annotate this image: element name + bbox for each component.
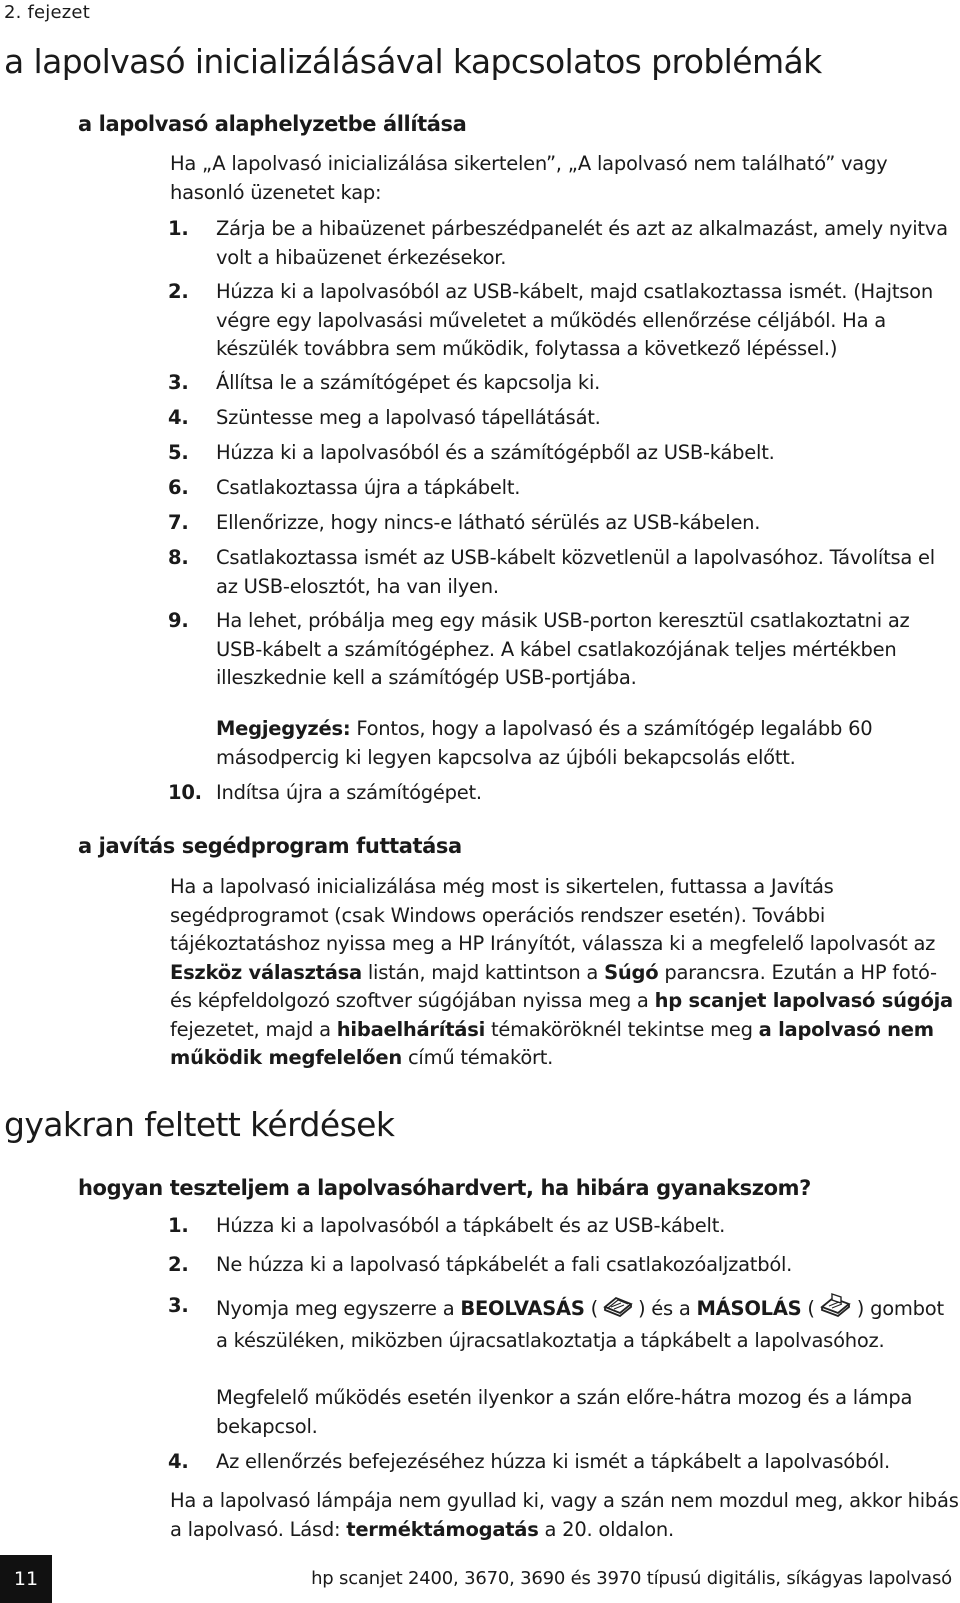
scan-icon (602, 1293, 634, 1326)
step-text: Az ellenőrzés befejezéséhez húzza ki ismét a tápkábelt a lapolvasóból. (216, 1450, 890, 1473)
list-item (168, 215, 960, 272)
support-link: terméktámogatás (346, 1517, 539, 1541)
page-number: 11 (0, 1555, 52, 1603)
text-run: Ha a lapolvasó inicializálása még most is sikertelen, futtassa a Javítás segédprogramot (csak Windows operációs rendszer esetén). További tájékoztatáshoz nyissa meg a HP Irányítót, válassza ki a megfelelő lapolvasót az (170, 875, 936, 955)
step-text: Ne húzza ki a lapolvasó tápkábelét a fali csatlakozóaljzatból. (216, 1253, 793, 1276)
note-text: Fontos, hogy a lapolvasó és a számítógép legalább 60 másodpercig ki legyen kapcsolva az újbóli bekapcsolás előtt. (216, 717, 873, 769)
list-item (168, 1251, 960, 1280)
text-run: parancsra. Ezután a HP fotó- és képfeldolgozó szoftver súgójában nyissa meg a (170, 960, 937, 1012)
text-run: fejezetet, majd a (170, 1017, 337, 1041)
repair-paragraph (170, 873, 960, 1073)
list-item (168, 474, 960, 503)
list-item (168, 439, 960, 468)
text-run: ( (584, 1296, 598, 1320)
step-text: Szüntesse meg a lapolvasó tápellátását. (216, 406, 601, 429)
step-number: 1. (168, 217, 189, 240)
step-number: 3. (168, 1294, 189, 1317)
text-run: a 20. oldalon. (538, 1517, 674, 1541)
list-item (168, 1292, 960, 1355)
step-number: 2. (168, 280, 189, 303)
list-item (168, 779, 960, 808)
ui-term: a lapolvasó nem működik megfelelően (170, 1017, 934, 1069)
list-item (168, 1448, 960, 1477)
section-title: gyakran feltett kérdések (4, 1105, 395, 1144)
chapter-label: 2. fejezet (4, 2, 90, 23)
step-number: 9. (168, 609, 189, 632)
ui-term: Eszköz választása (170, 960, 362, 984)
step-text: Zárja be a hibaüzenet párbeszédpanelét és azt az alkalmazást, amely nyitva volt a hibaüzenet érkezésekor. (216, 217, 948, 269)
text-run: ( (801, 1296, 815, 1320)
note-paragraph (216, 715, 960, 772)
list-item (168, 278, 960, 364)
subsection-title: a lapolvasó alaphelyzetbe állítása (78, 112, 467, 136)
step-text: Húzza ki a lapolvasóból a tápkábelt és az USB-kábelt. (216, 1214, 726, 1237)
step-number: 3. (168, 371, 189, 394)
step-text: Csatlakoztassa újra a tápkábelt. (216, 476, 521, 499)
text-run: témaköröknél tekintse meg (485, 1017, 759, 1041)
step-text: Ha lehet, próbálja meg egy másik USB-porton keresztül csatlakoztatni az USB-kábelt a számítógéphez. A kábel csatlakozójának teljes mértékben illeszkednie kell a számítógép USB-portjába. (216, 609, 910, 689)
step-number: 1. (168, 1214, 189, 1237)
text-run: ) gombot a készüléken, miközben újracsatlakoztatja a tápkábelt a lapolvasóhoz. (216, 1296, 944, 1352)
text-run: című témakört. (402, 1046, 554, 1069)
copy-button-label: MÁSOLÁS (696, 1296, 802, 1320)
list-item (168, 1212, 960, 1241)
list-item (168, 404, 960, 433)
step-text: Csatlakoztassa ismét az USB-kábelt közvetlenül a lapolvasóhoz. Távolítsa el az USB-elosztót, ha van ilyen. (216, 546, 935, 598)
step-number: 5. (168, 441, 189, 464)
step-text: Húzza ki a lapolvasóból az USB-kábelt, majd csatlakoztassa ismét. (Hajtson végre egy lapolvasási műveletet a működés ellenőrzése céljából. Ha a készülék továbbra sem működik, folytassa a következő lépéssel.) (216, 280, 933, 360)
text-run: Ha a lapolvasó lámpája nem gyullad ki, vagy a szán nem mozdul meg, akkor hibás a lapolvasó. Lásd: (170, 1489, 959, 1541)
subsection-title: hogyan teszteljem a lapolvasóhardvert, ha hibára gyanakszom? (78, 1176, 811, 1200)
ui-term: Súgó (604, 960, 659, 984)
step-text: Húzza ki a lapolvasóból és a számítógépből az USB-kábelt. (216, 441, 775, 464)
step-text: Indítsa újra a számítógépet. (216, 781, 482, 804)
footer-text: hp scanjet 2400, 3670, 3690 és 3970 típusú digitális, síkágyas lapolvasó (311, 1568, 952, 1589)
step-number: 4. (168, 406, 189, 429)
step-number: 6. (168, 476, 189, 499)
step-text (216, 1292, 960, 1355)
copy-icon (819, 1292, 853, 1327)
text-run: ) és a (637, 1296, 697, 1320)
step-number: 4. (168, 1450, 189, 1473)
text-run: Nyomja meg egyszerre a (216, 1296, 461, 1320)
scan-button-label: BEOLVASÁS (460, 1296, 585, 1320)
section-title: a lapolvasó inicializálásával kapcsolatos problémák (4, 42, 822, 81)
note-label: Megjegyzés: (216, 717, 351, 740)
ui-term: hibaelhárítási (336, 1017, 486, 1041)
list-item (168, 509, 960, 538)
step-number: 7. (168, 511, 189, 534)
step-text: Ellenőrizze, hogy nincs-e látható sérülés az USB-kábelen. (216, 511, 761, 534)
step-note: Megfelelő működés esetén ilyenkor a szán előre-hátra mozog és a lámpa bekapcsol. (216, 1386, 913, 1438)
subsection-title: a javítás segédprogram futtatása (78, 834, 462, 858)
list-item (168, 544, 960, 601)
closing-paragraph (170, 1487, 960, 1544)
intro-paragraph: Ha „A lapolvasó inicializálása sikertelen”, „A lapolvasó nem található” vagy hasonló üzenetet kap: (170, 152, 888, 204)
step-number: 8. (168, 546, 189, 569)
text-run: listán, majd kattintson a (361, 960, 605, 984)
list-item (168, 607, 960, 693)
ui-term: hp scanjet lapolvasó súgója (654, 989, 953, 1012)
list-item (168, 369, 960, 398)
step-number: 10. (168, 781, 202, 804)
step-text: Állítsa le a számítógépet és kapcsolja ki. (216, 371, 601, 394)
step-number: 2. (168, 1253, 189, 1276)
